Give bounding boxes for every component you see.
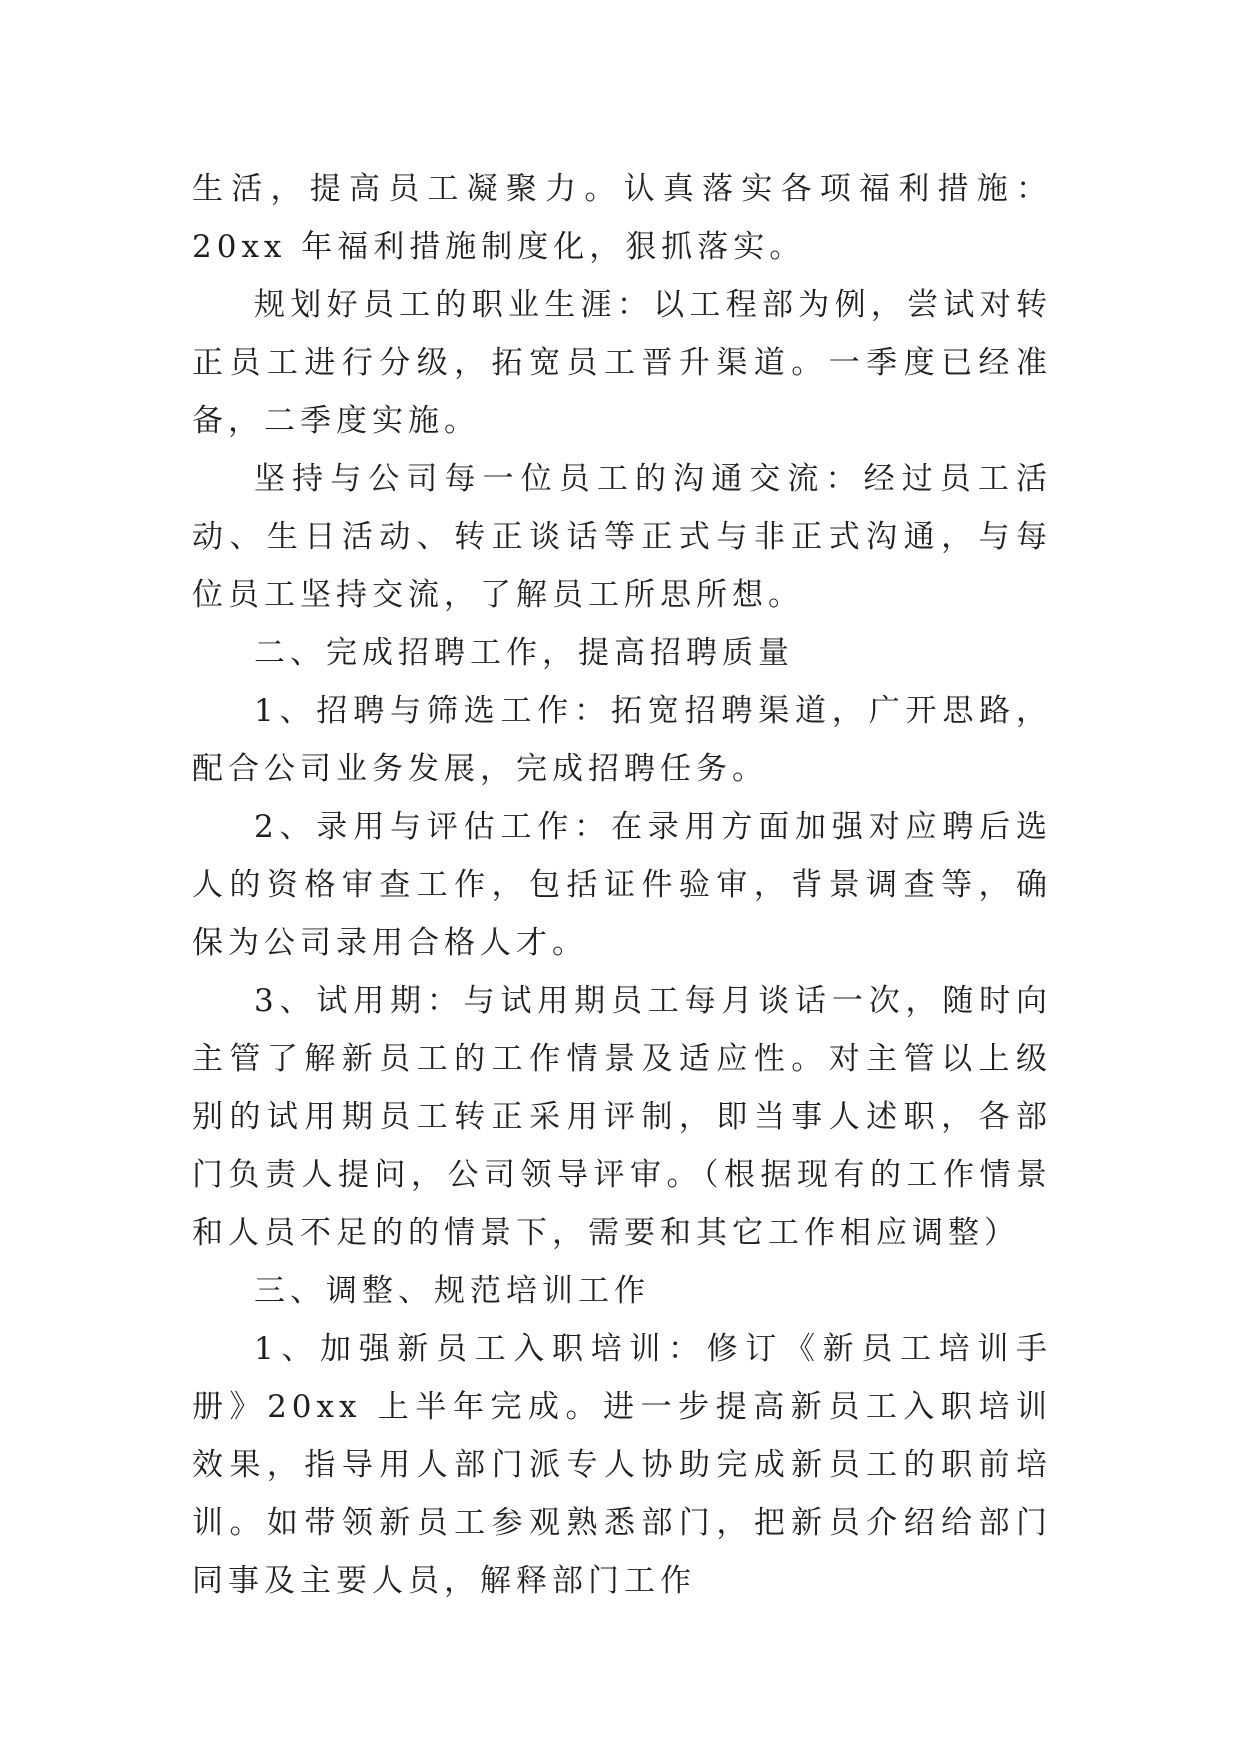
section-heading-recruitment: 二、完成招聘工作，提高招聘质量 <box>254 635 794 671</box>
paragraph-probation: 3、试用期：与试用期员工每月谈话一次，随时向主管了解新员工的工作情景及适应性。对主管以上级别的试用期员工转正采用评制，即当事人述职，各部门负责人提问，公司领导评审。（根据现有的工作情景和人员不足的的情景下，需要和其它工作相应调整） <box>192 983 1052 1251</box>
paragraph-career-planning: 规划好员工的职业生涯：以工程部为例，尝试对转正员工进行分级，拓宽员工晋升渠道。一季度已经准备，二季度实施。 <box>192 287 1052 439</box>
section-heading-training: 三、调整、规范培训工作 <box>254 1273 650 1309</box>
paragraph-recruitment-screening: 1、招聘与筛选工作：拓宽招聘渠道，广开思路，配合公司业务发展，完成招聘任务。 <box>192 693 1052 787</box>
paragraph-continuation: 生活，提高员工凝聚力。认真落实各项福利措施：20xx 年福利措施制度化，狠抓落实。 <box>192 171 1052 265</box>
paragraph-onboarding-training: 1、加强新员工入职培训：修订《新员工培训手册》20xx 上半年完成。进一步提高新员工入职培训效果，指导用人部门派专人协助完成新员工的职前培训。如带领新员工参观熟悉部门，把新员介绍给部门同事及主要人员，解释部门工作 <box>192 1331 1052 1599</box>
document-body <box>192 160 1052 1610</box>
paragraph-hiring-evaluation: 2、录用与评估工作：在录用方面加强对应聘后选人的资格审查工作，包括证件验审，背景调查等，确保为公司录用合格人才。 <box>192 809 1052 961</box>
paragraph-communication: 坚持与公司每一位员工的沟通交流：经过员工活动、生日活动、转正谈话等正式与非正式沟通，与每位员工坚持交流，了解员工所思所想。 <box>192 461 1052 613</box>
